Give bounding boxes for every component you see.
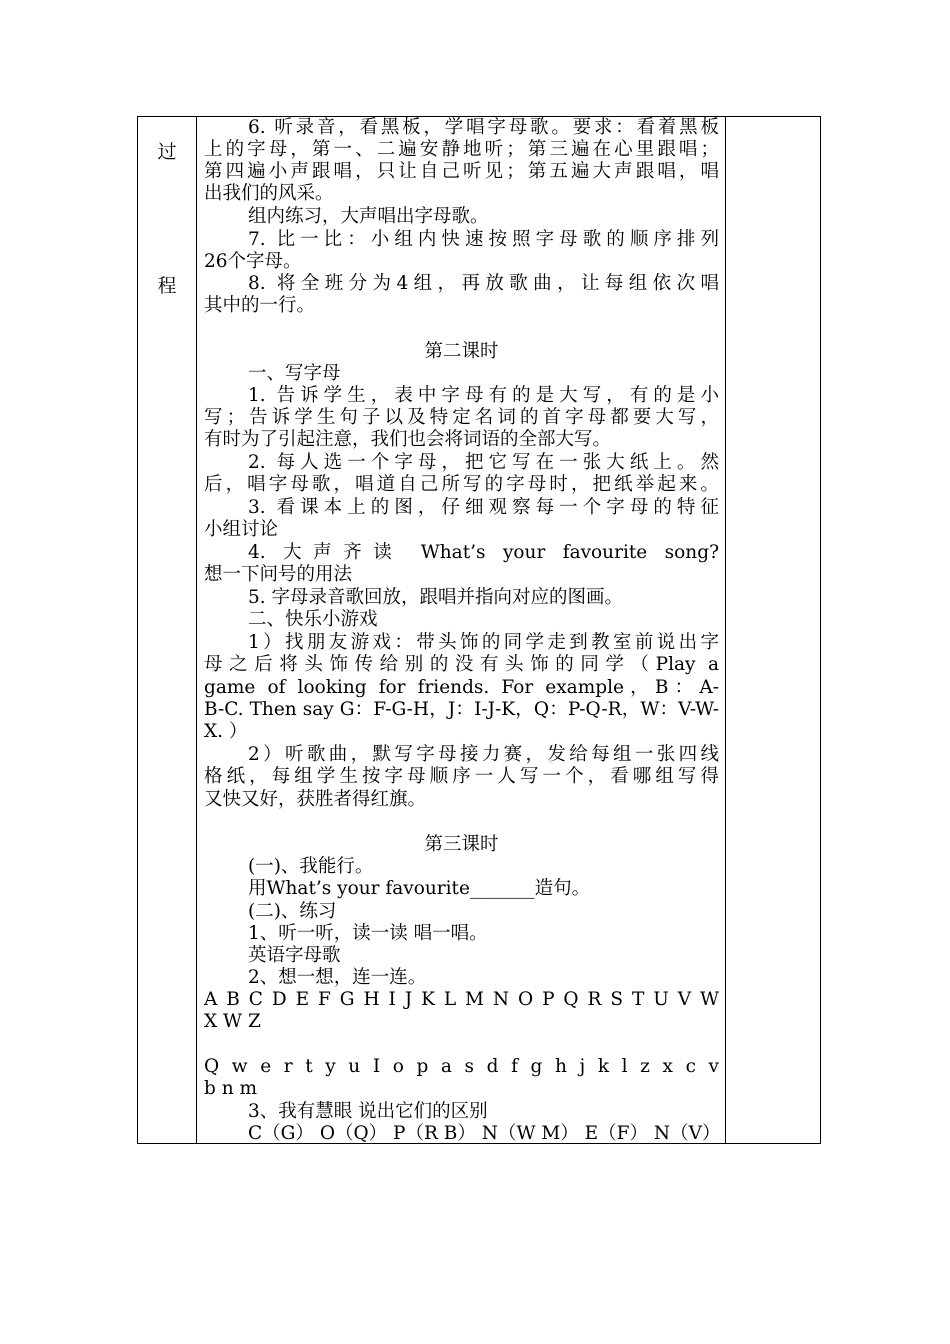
section-title-lesson-3: 第三课时 [424,834,499,855]
text-line: 第四遍小声跟唱，只让自己听见；第五遍大声跟唱，唱 [204,161,719,182]
text-line: 1. 告诉学生，表中字母有的是大写，有的是小 [248,385,719,406]
text-line: 7. 比一比：小组内快速按照字母歌的顺序排列 [248,229,719,250]
text-line: 2. 每人选一个字母，把它写在一张大纸上。然 [248,452,719,473]
text-line: 有时为了引起注意，我们也会将词语的全部大写。 [204,429,612,450]
text-line: 母之后将头饰传给别的没有头饰的同学（Play a [204,654,719,675]
text-line: 英语字母歌 [248,945,341,966]
text-line: 又快又好，获胜者得红旗。 [204,789,427,810]
text-line: C（G） O（Q） P（R B） N（W M） E（F） N（V） [248,1123,721,1144]
text-line: 其中的一行。 [204,295,316,316]
text-line: 2、想一想，连一连。 [248,967,427,988]
text-line: B-C. Then say G：F-G-H，J：I-J-K，Q：P-Q-R，W：V-W- [204,699,719,720]
column-divider [196,117,197,1143]
text-line: X. ） [204,721,248,742]
text-line: 上的字母，第一、二遍安静地听；第三遍在心里跟唱； [204,139,719,160]
text-line: 格纸，每组学生按字母顺序一人写一个，看哪组写得 [204,766,719,787]
text-line: 想一下问号的用法 [204,564,353,585]
alphabet-line: b n m [204,1078,258,1099]
text-line: 小组讨论 [204,519,279,540]
text-line: 后，唱字母歌，唱道自己所写的字母时，把纸举起来。 [204,474,719,495]
text-line: 26个字母。 [204,251,302,272]
text-line: 出我们的风采。 [204,183,334,204]
text-line: 写；告诉学生句子以及特定名词的首字母都要大写， [204,407,719,428]
text-line: 组内练习，大声唱出字母歌。 [248,206,489,227]
text-line: (二)、练习 [248,901,337,922]
section-title-lesson-2: 第二课时 [424,341,499,362]
text-line: 3、我有慧眼 说出它们的区别 [248,1101,488,1122]
text-line: 用What’s your favourite_______造句。 [248,878,591,899]
text-line: game of looking for friends. For example，B：A- [204,677,719,698]
text-line: 2）听歌曲，默写字母接力赛，发给每组一张四线 [248,744,719,765]
text-line: 3. 看课本上的图，仔细观察每一个字母的特征 [248,497,719,518]
text-line: 1、听一听，读一读 唱一唱。 [248,923,488,944]
alphabet-line: A B C D E F G H I J K L M N O P Q R S T U V W [204,989,719,1010]
heading-write-letters: 一、写字母 [248,363,341,384]
side-label-cheng: 程 [157,275,177,297]
side-label-guo: 过 [157,141,177,163]
heading-fun-games: 二、快乐小游戏 [248,609,378,630]
column-divider [725,117,726,1143]
alphabet-line: Q w e r t y u I o p a s d f g h j k l z x c v [204,1056,719,1077]
text-line: (一)、我能行。 [248,856,374,877]
text-line: 1）找朋友游戏：带头饰的同学走到教室前说出字 [248,632,719,653]
text-line: 6. 听录音，看黑板，学唱字母歌。要求：看着黑板 [248,117,719,138]
text-line: 5. 字母录音歌回放，跟唱并指向对应的图画。 [248,587,624,608]
text-line: 8. 将全班分为4组，再放歌曲，让每组依次唱 [248,273,719,294]
text-line: 4. 大声齐读 What’s your favourite song? [248,542,719,563]
alphabet-line: X W Z [204,1011,261,1032]
